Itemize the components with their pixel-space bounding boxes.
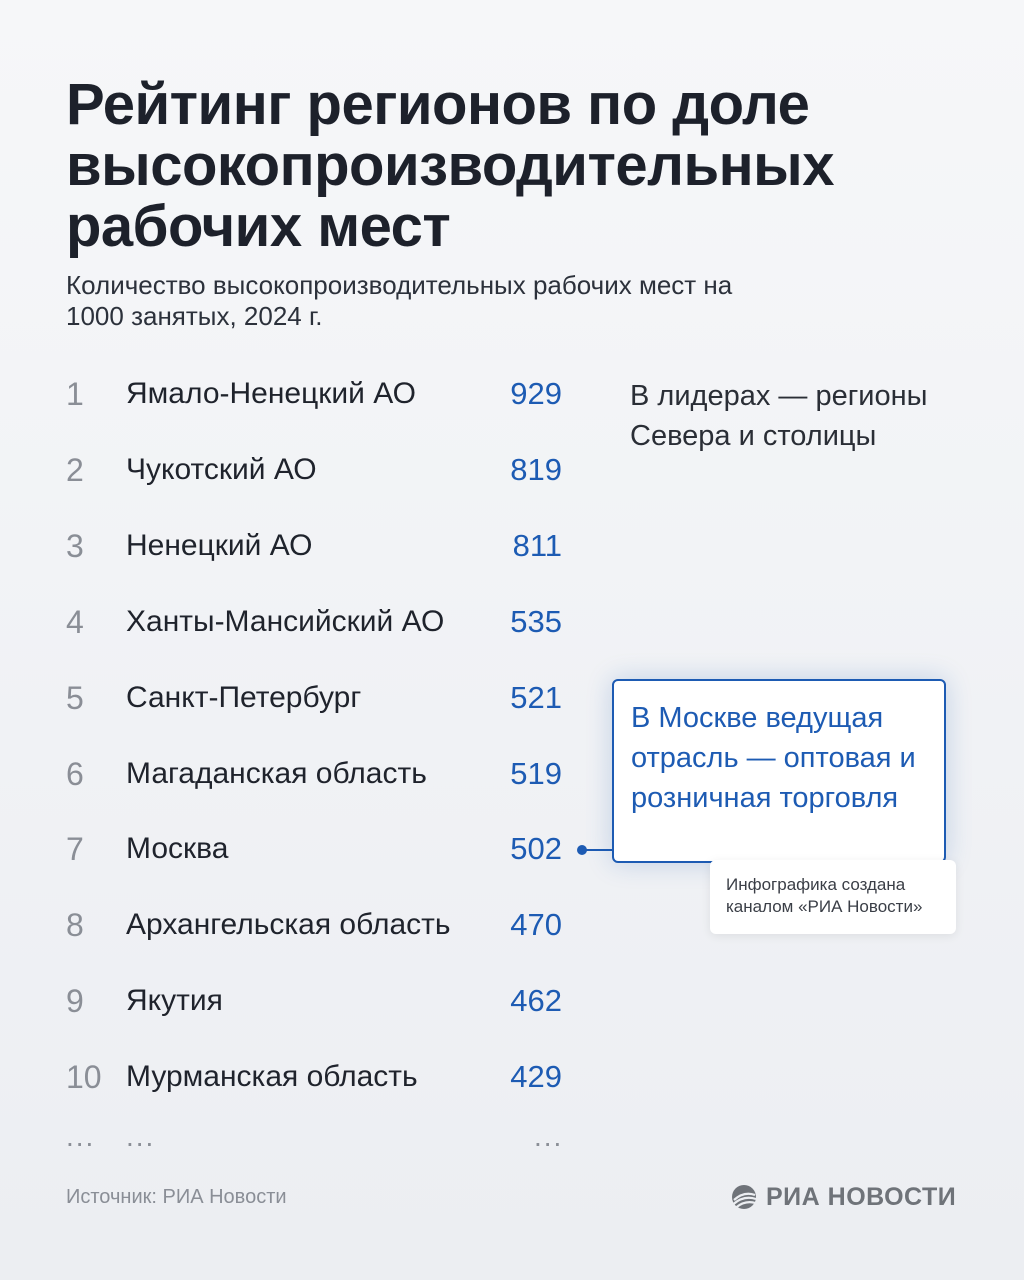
- source-label: Источник: РИА Новости: [66, 1186, 287, 1208]
- row-rank: 2: [66, 451, 84, 488]
- row-rank: 5: [66, 679, 84, 716]
- ellipsis-region: ...: [126, 1121, 156, 1152]
- row-region: Ненецкий АО: [126, 528, 313, 562]
- row-rank: 3: [66, 527, 84, 564]
- row-value: 535: [510, 603, 562, 639]
- row-value: 429: [510, 1059, 562, 1095]
- row-rank: 7: [66, 831, 84, 868]
- row-region: Чукотский АО: [126, 452, 317, 486]
- table-row: [0, 374, 600, 414]
- table-row: [0, 905, 600, 945]
- callout-connector-line: [583, 849, 614, 851]
- row-region: Магаданская область: [126, 756, 427, 790]
- row-region: Якутия: [126, 984, 223, 1018]
- row-value: 519: [510, 755, 562, 791]
- table-row: [0, 754, 600, 794]
- ria-logo-text: РИА НОВОСТИ: [766, 1183, 957, 1211]
- row-value: 470: [510, 907, 562, 943]
- row-region: Москва: [126, 832, 229, 866]
- row-region: Санкт-Петербург: [126, 680, 362, 714]
- ria-globe-icon: [730, 1183, 758, 1211]
- table-row: [0, 829, 600, 869]
- credit-badge: Инфографика создана каналом «РИА Новости»: [710, 860, 956, 934]
- page-title: Рейтинг регионов по доле высокопроизводительных рабочих мест: [66, 72, 834, 259]
- ellipsis-rank: ...: [66, 1121, 96, 1152]
- row-value: 502: [510, 831, 562, 867]
- row-region: Ямало-Ненецкий АО: [126, 377, 416, 410]
- moscow-callout: [612, 679, 946, 863]
- row-region: Архангельская область: [126, 908, 451, 942]
- row-region: Ханты-Мансийский АО: [126, 604, 445, 638]
- table-row: [0, 678, 600, 718]
- row-rank: 10: [66, 1059, 102, 1096]
- row-value: 819: [510, 451, 562, 487]
- ria-logo: [730, 1182, 956, 1212]
- row-value: 929: [510, 376, 562, 411]
- row-rank: 9: [66, 983, 84, 1020]
- table-row: [0, 981, 600, 1021]
- row-value: 811: [512, 527, 562, 563]
- table-row: [0, 602, 600, 642]
- row-value: 521: [510, 679, 562, 715]
- leaders-note: В лидерах — регионы Севера и столицы: [630, 380, 928, 452]
- moscow-callout-text: В Москве ведущая отрасль — оптовая и розничная торговля: [631, 702, 916, 814]
- row-rank: 6: [66, 755, 84, 792]
- row-region: Мурманская область: [126, 1060, 418, 1094]
- callout-connector-dot: [577, 845, 587, 855]
- ellipsis-value: ...: [534, 1121, 564, 1152]
- page-subtitle: Количество высокопроизводительных рабочих мест на 1000 занятых, 2024 г.: [66, 270, 733, 331]
- row-value: 462: [510, 983, 562, 1019]
- row-rank: 1: [66, 376, 84, 412]
- row-rank: 4: [66, 603, 84, 640]
- row-rank: 8: [66, 907, 84, 944]
- table-row: [0, 450, 600, 490]
- table-row: [0, 526, 600, 566]
- table-row: [0, 1057, 600, 1097]
